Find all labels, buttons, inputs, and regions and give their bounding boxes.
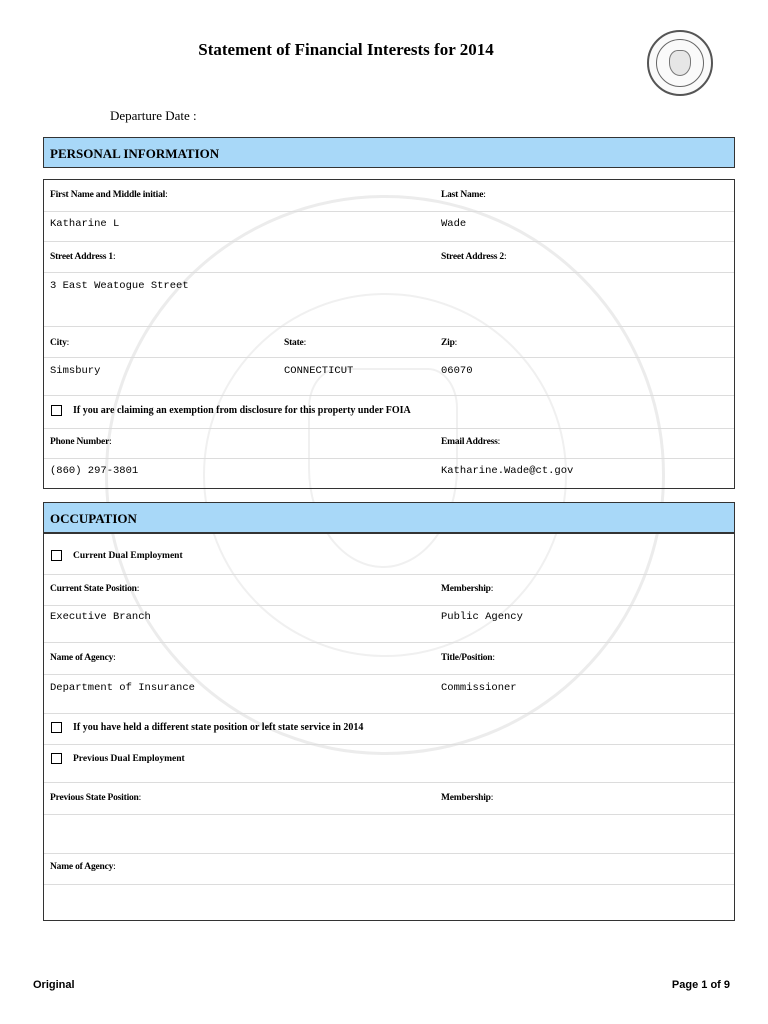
- state-label: State:: [284, 338, 307, 348]
- current-dual-employment-checkbox[interactable]: [51, 550, 62, 561]
- previous-state-position-label: Previous State Position:: [50, 793, 142, 803]
- different-position-checkbox[interactable]: [51, 722, 62, 733]
- personal-information-title: PERSONAL INFORMATION: [50, 146, 220, 161]
- occupation-title: OCCUPATION: [50, 511, 137, 526]
- membership-value: Public Agency: [441, 611, 523, 623]
- title-position-label: Title/Position:: [441, 653, 495, 663]
- previous-membership-label: Membership:: [441, 793, 494, 803]
- first-name-label: First Name and Middle initial:: [50, 190, 168, 200]
- city-label: City:: [50, 338, 70, 348]
- current-dual-employment-label: Current Dual Employment: [73, 551, 183, 561]
- previous-dual-employment-checkbox[interactable]: [51, 753, 62, 764]
- street-address-2-label: Street Address 2:: [441, 252, 507, 262]
- phone-number-label: Phone Number:: [50, 437, 112, 447]
- current-state-position-label: Current State Position:: [50, 584, 140, 594]
- personal-information-box: [43, 179, 735, 489]
- page-title: Statement of Financial Interests for 2014: [198, 40, 494, 59]
- name-of-agency-label: Name of Agency:: [50, 653, 116, 663]
- current-state-position-value: Executive Branch: [50, 611, 151, 623]
- street-address-1-value: 3 East Weatogue Street: [50, 280, 189, 292]
- seal-shield: [669, 50, 691, 76]
- previous-name-of-agency-label: Name of Agency:: [50, 862, 116, 872]
- state-value: CONNECTICUT: [284, 365, 354, 377]
- email-address-label: Email Address:: [441, 437, 501, 447]
- departure-date-label: Departure Date :: [110, 108, 197, 123]
- occupation-box: [43, 533, 735, 921]
- previous-dual-employment-label: Previous Dual Employment: [73, 754, 185, 764]
- last-name-value: Wade: [441, 218, 467, 230]
- different-position-label: If you have held a different state position or left state service in 2014: [73, 722, 364, 733]
- membership-label: Membership:: [441, 584, 494, 594]
- first-name-value: Katharine L: [50, 218, 120, 230]
- footer-original: Original: [33, 979, 75, 991]
- email-address-value: Katharine.Wade@ct.gov: [441, 465, 574, 477]
- foia-exemption-label: If you are claiming an exemption from disclosure for this property under FOIA: [73, 405, 411, 416]
- last-name-label: Last Name:: [441, 190, 486, 200]
- phone-number-value: (860) 297-3801: [50, 465, 139, 477]
- footer-page-number: Page 1 of 9: [671, 979, 730, 991]
- title-position-value: Commissioner: [441, 682, 517, 694]
- zip-value: 06070: [441, 365, 473, 377]
- name-of-agency-value: Department of Insurance: [50, 682, 195, 694]
- city-value: Simsbury: [50, 365, 101, 377]
- foia-exemption-checkbox[interactable]: [51, 405, 62, 416]
- occupation-header: [43, 502, 735, 533]
- street-address-1-label: Street Address 1:: [50, 252, 116, 262]
- personal-information-header: [43, 137, 735, 168]
- state-seal-icon: [647, 30, 713, 96]
- zip-label: Zip:: [441, 338, 458, 348]
